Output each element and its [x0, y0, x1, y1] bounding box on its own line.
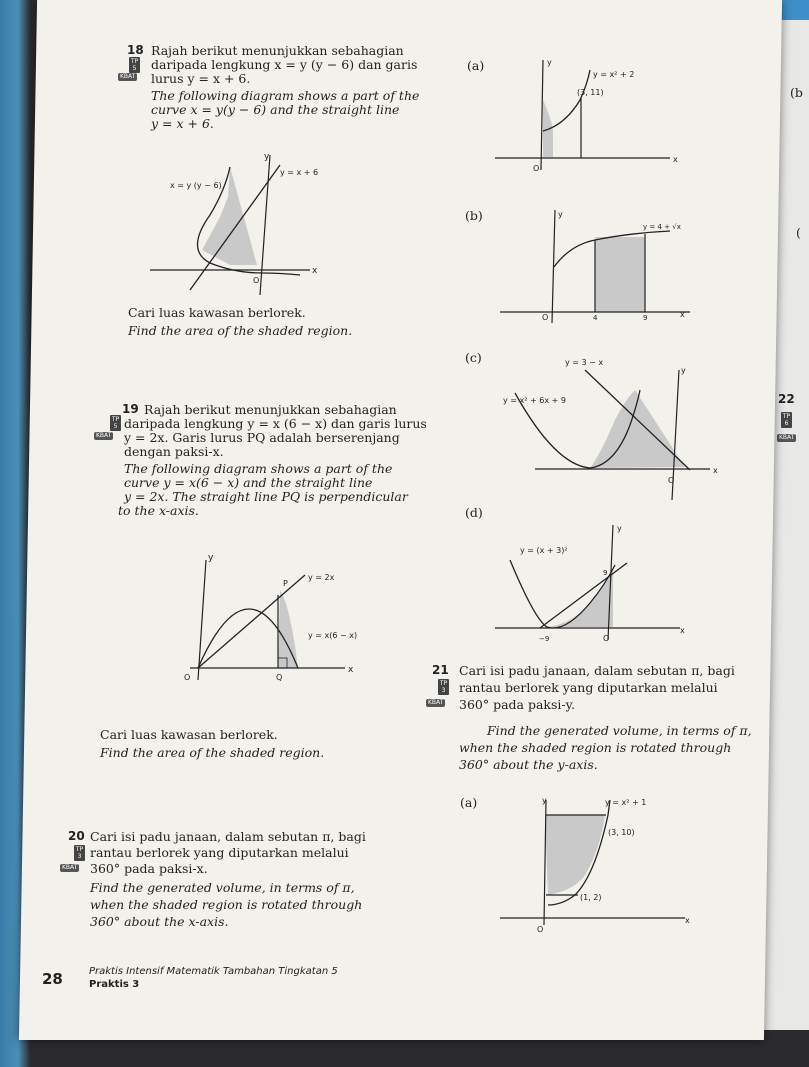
q20-malay-1: Cari isi padu janaan, dalam sebutan π, bagi — [90, 829, 366, 844]
q19-point-q: Q — [276, 673, 283, 682]
q21-malay-1: Cari isi padu janaan, dalam sebutan π, bagi — [459, 663, 735, 678]
q19-task-english: Find the area of the shaded region. — [100, 745, 325, 760]
q21a-origin: O — [537, 925, 544, 934]
q19-kbat-badge: KBAT — [96, 432, 112, 439]
right-b-label: (b — [790, 85, 803, 100]
q18-english-2: curve x = y(y − 6) and the straight line — [151, 102, 400, 117]
q20c-line-label: y = 3 − x — [565, 358, 604, 367]
q20a-y-label: y — [547, 58, 552, 67]
q21a-graph — [500, 795, 700, 935]
q20c-origin: O — [668, 476, 675, 485]
q20-kbat-badge: KBAT — [62, 864, 78, 871]
q21a-label: (a) — [460, 795, 478, 810]
q20-malay-2: rantau berlorek yang diputarkan melalui — [90, 845, 349, 860]
q18-task-english: Find the area of the shaded region. — [128, 323, 353, 338]
q20a-graph — [495, 55, 695, 180]
right-paren: ( — [796, 225, 801, 240]
q21-english-1: Find the generated volume, in terms of π, — [487, 723, 752, 738]
q19-malay-2: daripada lengkung y = x (6 − x) dan garis lurus — [124, 416, 427, 431]
q21-malay-2: rantau berlorek yang diputarkan melalui — [459, 680, 718, 695]
q19-curve-label: y = x(6 − x) — [308, 631, 358, 640]
q20d-curve-label: y = (x + 3)² — [520, 546, 568, 555]
q20a-label: (a) — [467, 58, 485, 73]
page-number: 28 — [42, 970, 63, 988]
q19-graph — [170, 550, 370, 685]
q19-english-1: The following diagram shows a part of the — [124, 461, 393, 476]
q20d-tick-9: 9 — [603, 569, 608, 577]
q19-task-malay: Cari luas kawasan berlorek. — [100, 727, 278, 742]
q18-english-1: The following diagram shows a part of the — [151, 88, 420, 103]
q20b-shaded-region — [595, 237, 645, 312]
q19-x-label: x — [348, 665, 354, 675]
q18-origin: O — [253, 276, 260, 285]
q19-y-label: y — [208, 553, 214, 563]
q19-english-4: to the x-axis. — [118, 503, 199, 518]
q20d-tick-neg9: −9 — [539, 635, 550, 643]
q21-english-3: 360° about the y-axis. — [459, 757, 598, 772]
q21-number: 21 — [432, 663, 449, 677]
q18-curve-label: x = y (y − 6) — [170, 181, 222, 190]
q18-x-label: x — [312, 266, 318, 276]
q20b-y-label: y — [558, 210, 563, 219]
q20d-graph — [495, 515, 695, 645]
q21a-y-axis — [544, 800, 546, 925]
q20a-origin: O — [533, 164, 540, 173]
q20c-graph — [495, 345, 725, 505]
q18-malay-3: lurus y = x + 6. — [151, 71, 251, 86]
q18-english-3: y = x + 6. — [151, 116, 214, 131]
q20-english-1: Find the generated volume, in terms of π, — [90, 880, 355, 895]
q21a-x-label: x — [685, 916, 690, 925]
q20a-point: (3, 11) — [577, 88, 604, 97]
q18-number: 18 — [127, 43, 144, 57]
q21a-point-1: (3, 10) — [608, 828, 635, 837]
q19-malay-1: Rajah berikut menunjukkan sebahagian — [144, 402, 397, 417]
q18-line-label: y = x + 6 — [280, 168, 319, 177]
q21a-curve-label: y = x² + 1 — [605, 798, 647, 807]
q21-malay-3: 360° pada paksi-y. — [459, 697, 576, 712]
q20b-origin: O — [542, 313, 549, 322]
q20c-y-label: y — [681, 366, 686, 375]
q21a-point-2: (1, 2) — [580, 893, 602, 902]
q20d-origin: O — [603, 634, 610, 643]
q21-kbat-badge: KBAT — [428, 699, 444, 706]
q18-malay-1: Rajah berikut menunjukkan sebahagian — [151, 43, 404, 58]
q20b-tick-9: 9 — [643, 314, 648, 322]
footer-praktis: Praktis 3 — [89, 979, 140, 990]
q18-task-malay: Cari luas kawasan berlorek. — [128, 305, 306, 320]
q21a-shaded-region — [545, 815, 605, 895]
q20c-x-label: x — [713, 466, 718, 475]
q20d-label: (d) — [465, 505, 483, 520]
q20-malay-3: 360° pada paksi-x. — [90, 861, 208, 876]
q18-kbat-badge: KBAT — [120, 73, 136, 80]
q20b-graph — [500, 205, 700, 325]
q20a-y-axis — [541, 60, 543, 170]
q20d-x-label: x — [680, 626, 685, 635]
q19-english-3: y = 2x. The straight line PQ is perpendicular — [124, 489, 408, 504]
q19-malay-4: dengan paksi-x. — [124, 444, 224, 459]
q21-english-2: when the shaded region is rotated through — [459, 740, 732, 755]
q18-y-label: y — [264, 152, 270, 162]
q19-tp-badge: TP 5 — [111, 416, 120, 430]
q21a-y-label: y — [542, 796, 547, 805]
q20b-x-label: x — [680, 310, 685, 319]
q19-line-label: y = 2x — [308, 573, 335, 582]
q20c-curve-label: y = x² + 6x + 9 — [503, 396, 566, 405]
q22-tp-badge: TP 6 — [782, 413, 791, 427]
q20b-label: (b) — [465, 208, 483, 223]
q19-origin: O — [184, 673, 191, 682]
footer-title: Praktis Intensif Matematik Tambahan Tingkatan 5 — [89, 966, 338, 977]
q20d-y-label: y — [617, 524, 622, 533]
q18-tp-badge: TP 5 — [130, 58, 139, 72]
q18-malay-2: daripada lengkung x = y (y − 6) dan garis — [151, 57, 418, 72]
q19-english-2: curve y = x(6 − x) and the straight line — [124, 475, 373, 490]
q18-y-axis — [260, 155, 270, 295]
q19-malay-3: y = 2x. Garis lurus PQ adalah berserenjang — [124, 430, 400, 445]
q19-point-p: P — [283, 579, 288, 588]
q22-kbat-badge: KBAT — [779, 434, 795, 441]
q21-tp-badge: TP 3 — [439, 680, 448, 694]
q20-tp-badge: TP 3 — [75, 846, 84, 860]
q18-graph — [150, 145, 325, 295]
q20b-curve-label: y = 4 + √x — [643, 223, 681, 231]
q20b-tick-4: 4 — [593, 314, 598, 322]
q20-english-2: when the shaded region is rotated through — [90, 897, 363, 912]
q19-number: 19 — [122, 402, 139, 416]
q19-shaded-region — [278, 590, 298, 668]
q20a-x-label: x — [673, 155, 678, 164]
q20-english-3: 360° about the x-axis. — [90, 914, 229, 929]
q22-number: 22 — [778, 392, 795, 406]
q20-number: 20 — [68, 829, 85, 843]
q20a-curve-label: y = x² + 2 — [593, 70, 635, 79]
q20c-label: (c) — [465, 350, 482, 365]
